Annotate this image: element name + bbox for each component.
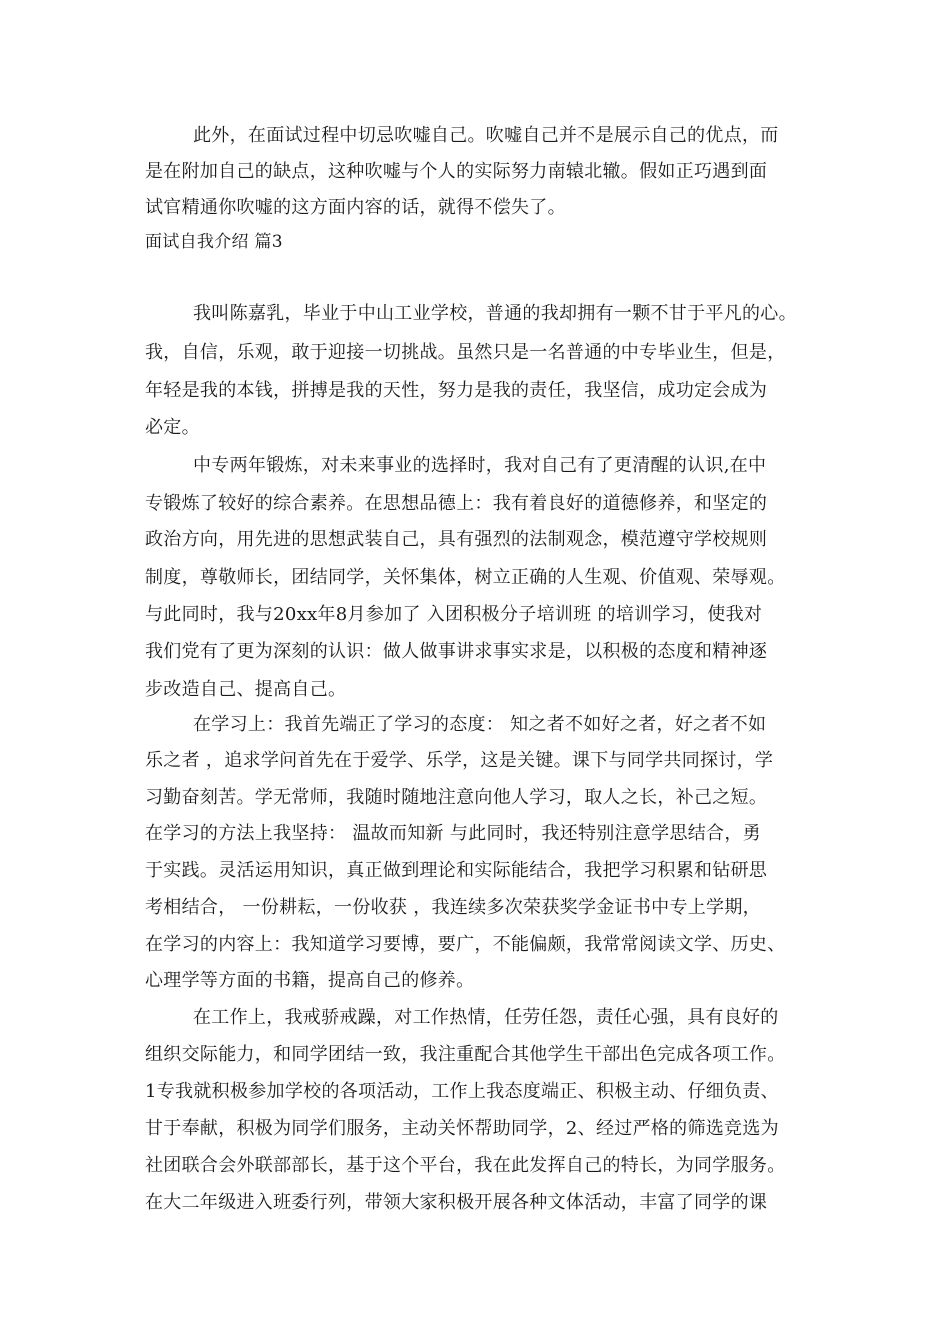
text-line: 心理学等方面的书籍，提高自己的修养。 — [145, 970, 475, 991]
text-line: 必定。 — [145, 417, 200, 438]
text-line: 在工作上，我戒骄戒躁，对工作热情，任劳任怨，责任心强，具有良好的 — [193, 1007, 779, 1028]
text-line: 甘于奉献，积极为同学们服务，主动关怀帮助同学，2、经过严格的筛选竞选为 — [145, 1118, 779, 1139]
text-line: 社团联合会外联部部长，基于这个平台，我在此发挥自己的特长，为同学服务。 — [145, 1155, 786, 1176]
text-line: 我，自信，乐观，敢于迎接一切挑战。虽然只是一名普通的中专毕业生，但是， — [145, 342, 786, 363]
text-line: 专锻炼了较好的综合素养。在思想品德上：我有着良好的道德修养，和坚定的 — [145, 493, 768, 514]
text-line: 在学习的方法上我坚持： 温故而知新 与此同时，我还特别注意学思结合，勇 — [145, 823, 761, 844]
text-line: 与此同时，我与20xx年8月参加了 入团积极分子培训班 的培训学习，使我对 — [145, 604, 763, 625]
text-line: 乐之者 ，追求学问首先在于爱学、乐学，这是关键。课下与同学共同探讨，学 — [145, 750, 774, 771]
text-line: 1专我就积极参加学校的各项活动，工作上我态度端正、积极主动、仔细负责、 — [145, 1081, 779, 1102]
text-line: 步改造自己、提高自己。 — [145, 679, 347, 700]
text-line: 我们党有了更为深刻的认识：做人做事讲求事实求是，以积极的态度和精神逐 — [145, 641, 768, 662]
section-heading: 面试自我介绍 篇3 — [145, 232, 283, 252]
text-line: 是在附加自己的缺点，这种吹嘘与个人的实际努力南辕北辙。假如正巧遇到面 — [145, 161, 768, 182]
text-line: 在学习的内容上：我知道学习要博，要广，不能偏颇，我常常阅读文学、历史、 — [145, 934, 786, 955]
text-line: 试官精通你吹嘘的这方面内容的话，就得不偿失了。 — [145, 197, 566, 218]
text-line: 于实践。灵活运用知识，真正做到理论和实际能结合，我把学习积累和钻研思 — [145, 860, 768, 881]
text-line: 中专两年锻炼，对未来事业的选择时，我对自己有了更清醒的认识,在中 — [193, 455, 767, 476]
text-line: 此外，在面试过程中切忌吹嘘自己。吹嘘自己并不是展示自己的优点，而 — [193, 125, 779, 146]
text-line: 组织交际能力，和同学团结一致，我注重配合其他学生干部出色完成各项工作。 — [145, 1044, 786, 1065]
text-line: 制度，尊敬师长，团结同学，关怀集体，树立正确的人生观、价值观、荣辱观。 — [145, 567, 786, 588]
text-line: 在学习上：我首先端正了学习的态度： 知之者不如好之者，好之者不如 — [193, 714, 767, 735]
text-line: 在大二年级进入班委行列，带领大家积极开展各种文体活动，丰富了同学的课 — [145, 1192, 768, 1213]
text-line: 考相结合， 一份耕耘，一份收获 ，我连续多次荣获奖学金证书中专上学期， — [145, 897, 761, 918]
text-line: 政治方向，用先进的思想武装自己，具有强烈的法制观念，模范遵守学校规则 — [145, 529, 768, 550]
text-line: 习勤奋刻苦。学无常师，我随时随地注意向他人学习，取人之长，补己之短。 — [145, 787, 768, 808]
text-line: 我叫陈嘉乳，毕业于中山工业学校，普通的我却拥有一颗不甘于平凡的心。 — [193, 303, 797, 324]
text-line: 年轻是我的本钱，拼搏是我的天性，努力是我的责任，我坚信，成功定会成为 — [145, 380, 768, 401]
